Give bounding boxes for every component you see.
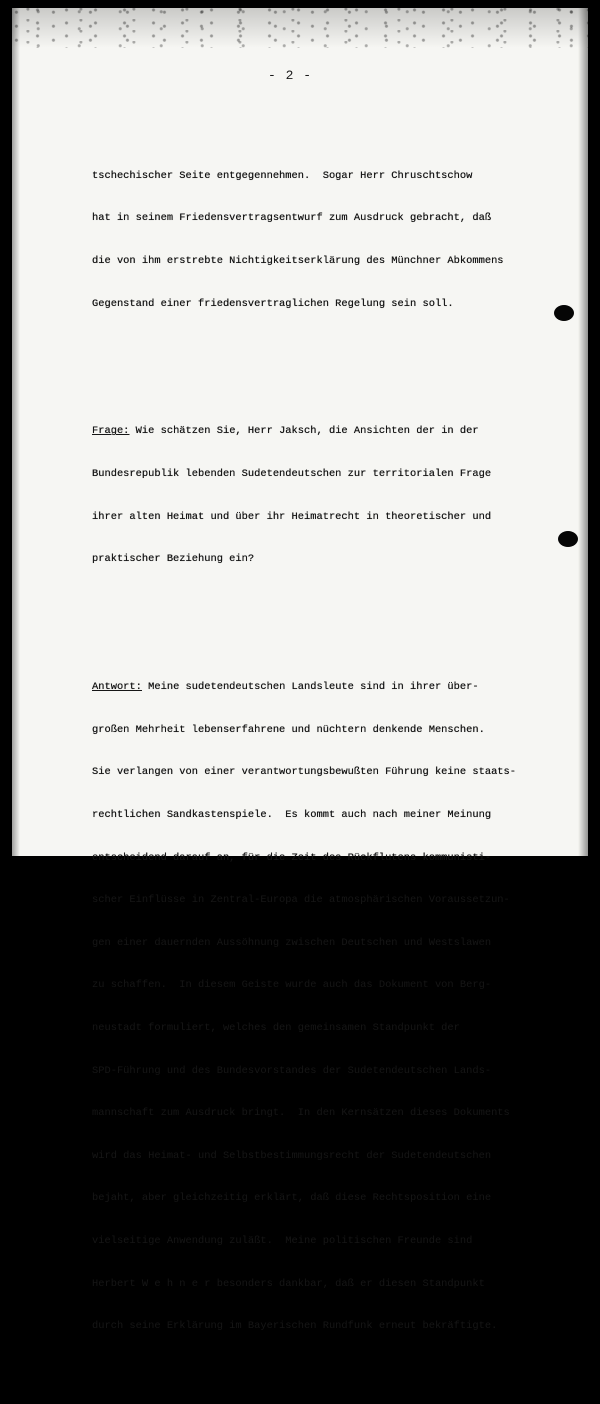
text-line: vielseitige Anwendung zuläßt. Meine politischen Freunde sind	[92, 1235, 473, 1248]
punch-hole-upper	[554, 305, 574, 321]
text-line: entscheidend darauf an, für die Zeit des Rückflutens kommunisti-	[92, 851, 492, 864]
text-line: durch seine Erklärung im Bayerischen Rundfunk erneut bekräftigte.	[92, 1320, 498, 1333]
question-label: Frage:	[92, 425, 130, 438]
answer-first-text: Meine sudetendeutschen Landsleute sind in ihrer über-	[141, 681, 479, 694]
document-body	[92, 112, 572, 1404]
question-first-text: Wie schätzen Sie, Herr Jaksch, die Ansichten der in der	[129, 425, 479, 438]
page-number: - 2 -	[268, 68, 313, 83]
scan-edge-top	[12, 8, 588, 48]
text-line: SPD-Führung und des Bundesvorstandes der Sudetendeutschen Lands-	[92, 1064, 492, 1077]
text-line: Herbert W e h n e r besonders dankbar, daß er diesen Standpunkt	[92, 1277, 485, 1290]
text-line: zu schaffen. In diesem Geiste wurde auch das Dokument von Berg-	[92, 979, 492, 992]
paragraph-question	[92, 396, 572, 595]
text-line: Bundesrepublik lebenden Sudetendeutschen zur territorialen Frage	[92, 468, 492, 481]
text-line: Gegenstand einer friedensvertraglichen Regelung sein soll.	[92, 297, 454, 310]
text-line: tschechischer Seite entgegennehmen. Sogar Herr Chruschtschow	[92, 169, 473, 182]
scan-edge-left	[12, 8, 20, 856]
punch-hole-lower	[558, 531, 578, 547]
text-line: Sie verlangen von einer verantwortungsbewußten Führung keine staats-	[92, 766, 517, 779]
text-line: rechtlichen Sandkastenspiele. Es kommt auch nach meiner Meinung	[92, 808, 492, 821]
text-line: hat in seinem Friedensvertragsentwurf zum Ausdruck gebracht, daß	[92, 212, 492, 225]
paragraph-intro	[92, 140, 572, 339]
document-page	[12, 8, 588, 1333]
text-line: mannschaft zum Ausdruck bringt. In den Kernsätzen dieses Dokuments	[92, 1107, 510, 1120]
text-line: bejaht, aber gleichzeitig erklärt, daß diese Rechtsposition eine	[92, 1192, 492, 1205]
question-first-line	[92, 424, 572, 438]
text-line: praktischer Beziehung ein?	[92, 553, 255, 566]
text-line: scher Einflüsse in Zentral-Europa die atmosphärischen Voraussetzun-	[92, 894, 510, 907]
answer-label: Antwort:	[92, 681, 142, 694]
text-line: großen Mehrheit lebenserfahrene und nüchtern denkende Menschen.	[92, 723, 485, 736]
text-line: wird das Heimat- und Selbstbestimmungsrecht der Sudetendeutschen	[92, 1149, 492, 1162]
text-line: gen einer dauernden Aussöhnung zwischen Deutschen und Westslawen	[92, 936, 492, 949]
text-line: neustadt formuliert, welches den gemeinsamen Standpunkt der	[92, 1021, 460, 1034]
text-line: ihrer alten Heimat und über ihr Heimatrecht in theoretischer und	[92, 510, 492, 523]
scan-edge-right	[578, 8, 588, 856]
paragraph-answer	[92, 652, 572, 1362]
answer-first-line	[92, 680, 572, 694]
text-line: die von ihm erstrebte Nichtigkeitserklärung des Münchner Abkommens	[92, 255, 504, 268]
